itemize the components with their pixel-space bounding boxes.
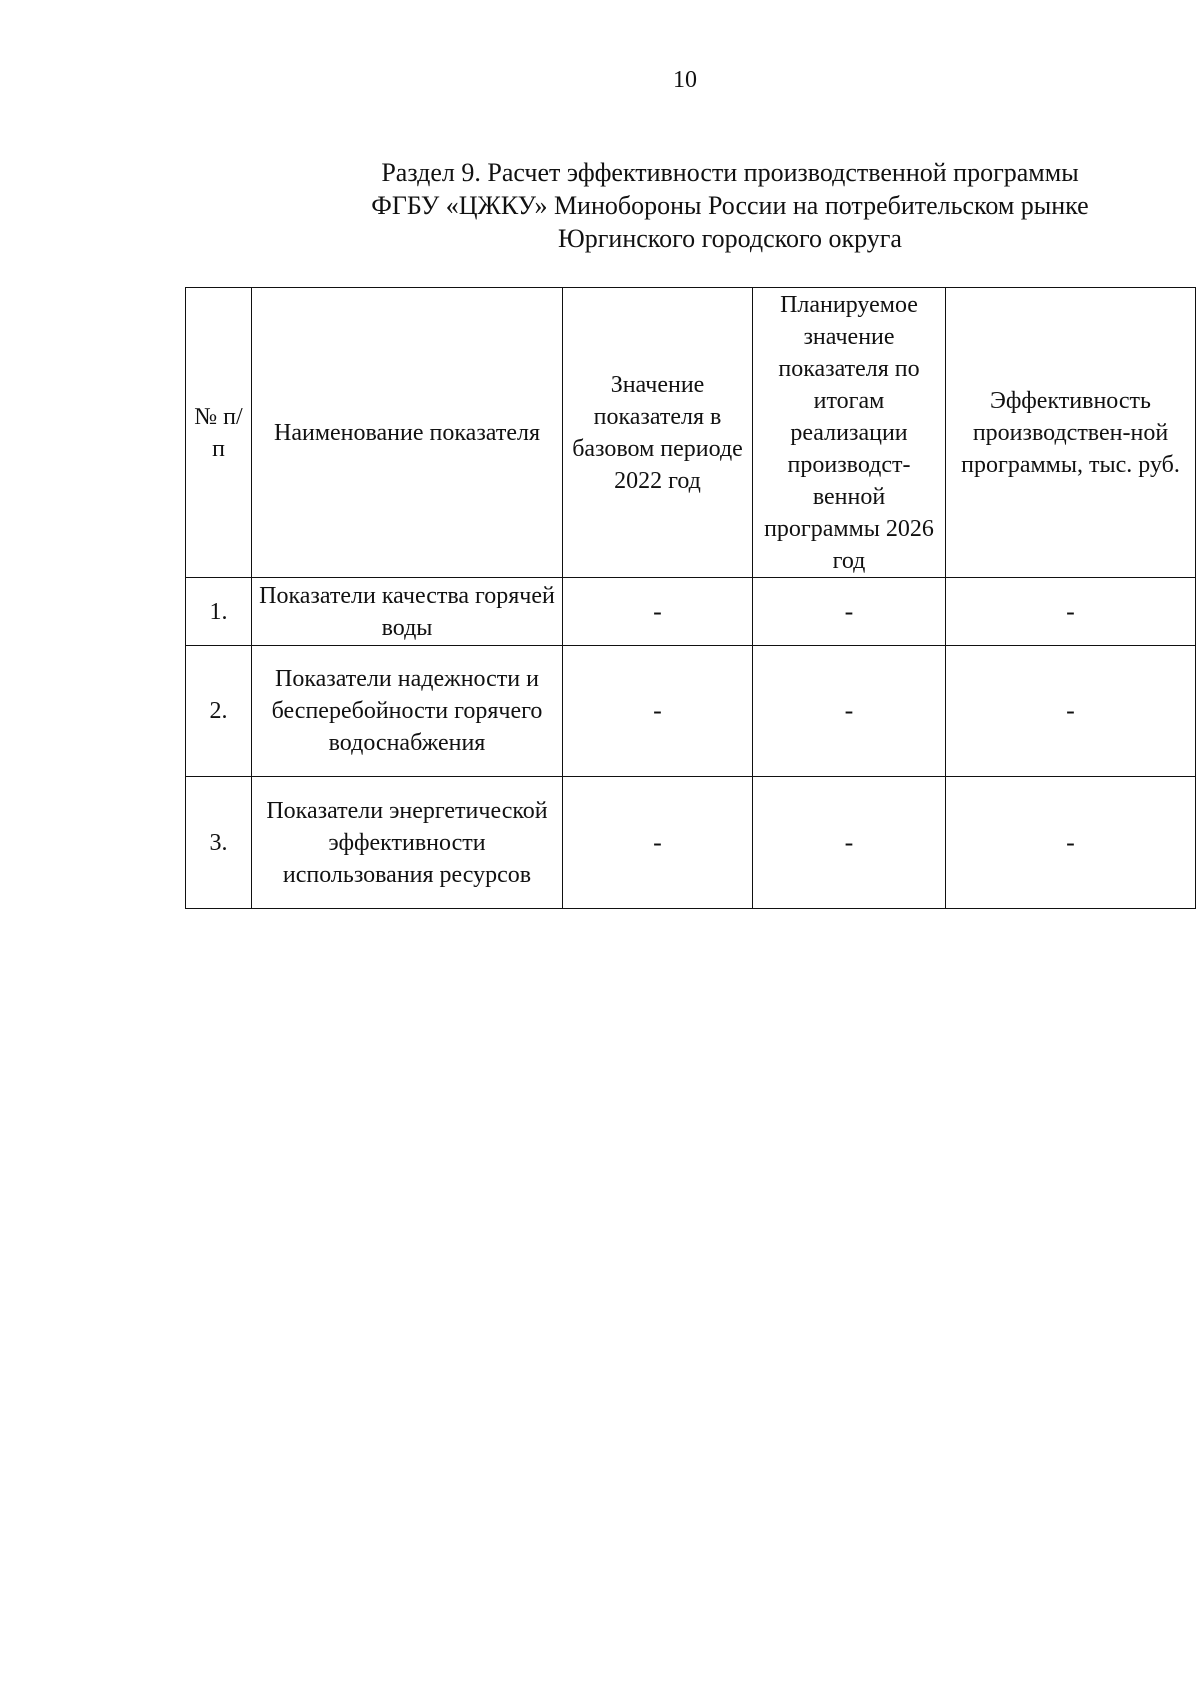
section-title-line-3: Юргинского городского округа bbox=[558, 224, 902, 253]
row-planned-value: - bbox=[753, 578, 946, 646]
row-efficiency: - bbox=[946, 578, 1196, 646]
section-title bbox=[320, 156, 1140, 255]
row-number: 1. bbox=[186, 578, 252, 646]
header-base-value: Значение показателя в базовом периоде 2022 год bbox=[563, 288, 753, 578]
page-number: 10 bbox=[673, 67, 697, 93]
row-planned-value: - bbox=[753, 777, 946, 909]
header-efficiency: Эффективность производствен-ной программы, тыс. руб. bbox=[946, 288, 1196, 578]
row-planned-value: - bbox=[753, 646, 946, 777]
table-header-row bbox=[186, 288, 1196, 578]
row-base-value: - bbox=[563, 646, 753, 777]
section-title-line-1: Раздел 9. Расчет эффективности производственной программы bbox=[381, 158, 1079, 187]
section-title-line-2: ФГБУ «ЦЖКУ» Минобороны России на потребительском рынке bbox=[371, 191, 1089, 220]
table-row bbox=[186, 777, 1196, 909]
row-number: 3. bbox=[186, 777, 252, 909]
efficiency-table bbox=[185, 287, 1196, 909]
row-efficiency: - bbox=[946, 777, 1196, 909]
row-base-value: - bbox=[563, 777, 753, 909]
table-row bbox=[186, 578, 1196, 646]
header-number: № п/п bbox=[186, 288, 252, 578]
row-indicator-name: Показатели надежности и бесперебойности горячего водоснабжения bbox=[252, 646, 563, 777]
row-efficiency: - bbox=[946, 646, 1196, 777]
row-indicator-name: Показатели энергетической эффективности использования ресурсов bbox=[252, 777, 563, 909]
table-row bbox=[186, 646, 1196, 777]
row-base-value: - bbox=[563, 578, 753, 646]
header-planned-value: Планируемое значение показателя по итогам реализации производст-венной программы 2026 год bbox=[753, 288, 946, 578]
header-indicator-name: Наименование показателя bbox=[252, 288, 563, 578]
row-indicator-name: Показатели качества горячей воды bbox=[252, 578, 563, 646]
row-number: 2. bbox=[186, 646, 252, 777]
